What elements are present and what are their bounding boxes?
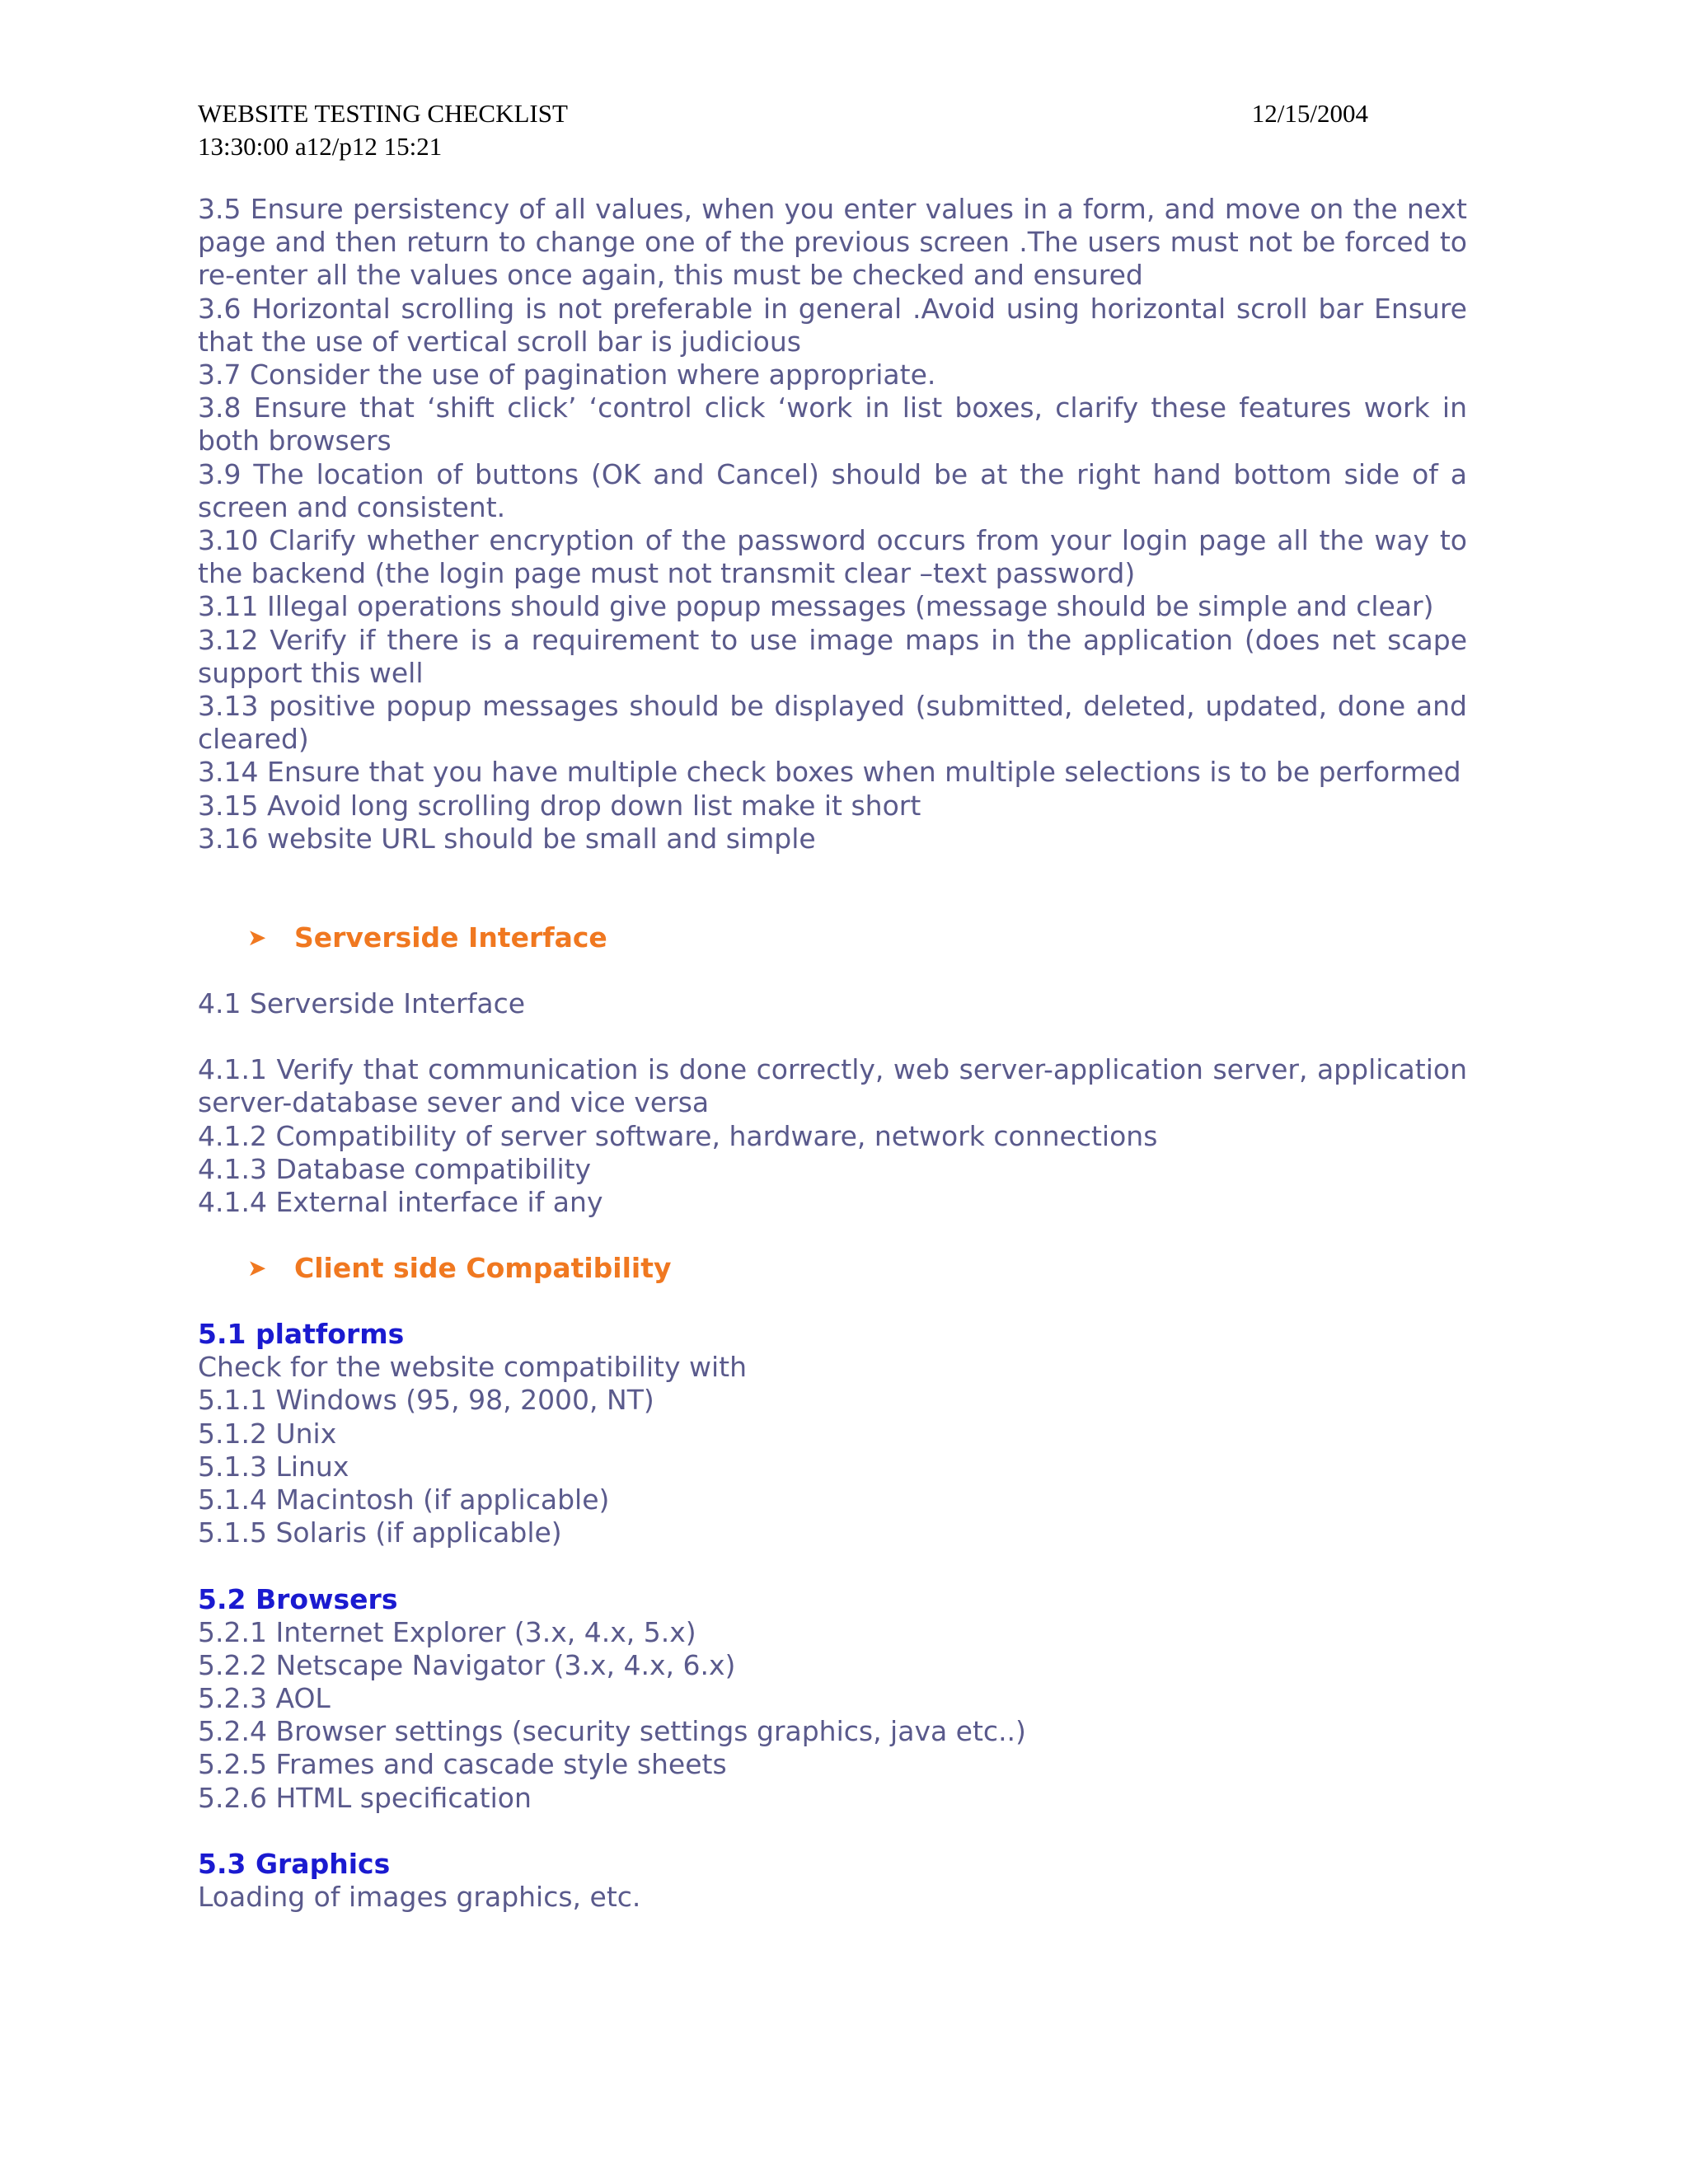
document-page xyxy=(198,97,1467,1914)
list-item: 4.1.1 Verify that communication is done correctly, web server-application server, application server-database sever and vice versa xyxy=(198,1053,1467,1119)
list-item: 5.2.4 Browser settings (security settings graphics, java etc..) xyxy=(198,1715,1026,1748)
browsers-list xyxy=(198,1616,1467,1815)
list-item: 5.1.5 Solaris (if applicable) xyxy=(198,1516,562,1549)
list-item: 5.2.3 AOL xyxy=(198,1681,331,1714)
platforms-intro: Check for the website compatibility with xyxy=(198,1351,748,1384)
graphics-text: Loading of images graphics, etc. xyxy=(198,1880,641,1913)
list-item: 5.1.1 Windows (95, 98, 2000, NT) xyxy=(198,1384,654,1417)
header-title: WEBSITE TESTING CHECKLIST xyxy=(198,99,568,128)
page-header xyxy=(198,97,1368,163)
browsers-heading: 5.2 Browsers xyxy=(198,1582,398,1615)
list-item: 4.1.2 Compatibility of server software, hardware, network connections xyxy=(198,1119,1158,1152)
clientside-heading-text: Client side Compatibility xyxy=(294,1252,672,1285)
list-item: 5.1.3 Linux xyxy=(198,1450,349,1483)
list-item: 3.5 Ensure persistency of all values, when you enter values in a form, and move on the next page and then return to change one of the previous screen .The users must not be forced to re-enter all the values once again, this must be checked and ensured xyxy=(198,193,1467,292)
list-item: 3.12 Verify if there is a requirement to use image maps in the application (does net scape support this well xyxy=(198,623,1467,689)
list-item: 5.1.2 Unix xyxy=(198,1417,337,1450)
list-item: 3.15 Avoid long scrolling drop down list make it short xyxy=(198,789,921,822)
list-item: 3.9 The location of buttons (OK and Cancel) should be at the right hand bottom side of a screen and consistent. xyxy=(198,457,1467,523)
arrow-bullet-icon: ➤ xyxy=(247,924,267,952)
section-3-list xyxy=(198,193,1467,855)
graphics-heading: 5.3 Graphics xyxy=(198,1847,391,1880)
list-item: 4.1.4 External interface if any xyxy=(198,1186,603,1219)
arrow-bullet-icon: ➤ xyxy=(247,1254,267,1282)
platforms-heading: 5.1 platforms xyxy=(198,1318,405,1351)
list-item: 3.14 Ensure that you have multiple check boxes when multiple selections is to be performed xyxy=(198,756,1461,789)
list-item: 5.2.2 Netscape Navigator (3.x, 4.x, 6.x) xyxy=(198,1648,736,1681)
serverside-heading xyxy=(198,921,1467,954)
list-item: 3.16 website URL should be small and simple xyxy=(198,822,816,855)
serverside-subheading-block xyxy=(198,987,1467,1020)
list-item: 4.1.3 Database compatibility xyxy=(198,1152,592,1185)
list-item: 3.7 Consider the use of pagination where appropriate. xyxy=(198,359,936,391)
list-item: 3.13 positive popup messages should be displayed (submitted, deleted, updated, done and cleared) xyxy=(198,690,1467,756)
list-item: 3.8 Ensure that ‘shift click’ ‘control click ‘work in list boxes, clarify these features work in both browsers xyxy=(198,391,1467,457)
graphics-block xyxy=(198,1881,1467,1914)
header-time: 13:30:00 a12/p12 15:21 xyxy=(198,132,443,161)
list-item: 3.6 Horizontal scrolling is not preferable in general .Avoid using horizontal scroll bar Ensure that the use of vertical scroll bar is judicious xyxy=(198,292,1467,358)
list-item: 5.1.4 Macintosh (if applicable) xyxy=(198,1483,610,1516)
list-item: 3.10 Clarify whether encryption of the password occurs from your login page all the way to the backend (the login page must not transmit clear –text password) xyxy=(198,524,1467,590)
list-item: 5.2.1 Internet Explorer (3.x, 4.x, 5.x) xyxy=(198,1615,696,1648)
list-item: 3.11 Illegal operations should give popup messages (message should be simple and clear) xyxy=(198,590,1434,623)
clientside-heading xyxy=(198,1252,1467,1285)
list-item: 5.2.6 HTML specification xyxy=(198,1781,532,1814)
serverside-heading-text: Serverside Interface xyxy=(294,921,607,954)
list-item: 5.2.5 Frames and cascade style sheets xyxy=(198,1748,727,1781)
serverside-subheading: 4.1 Serverside Interface xyxy=(198,987,526,1020)
header-date: 12/15/2004 xyxy=(1251,99,1368,128)
serverside-list xyxy=(198,1053,1467,1219)
platforms-list xyxy=(198,1351,1467,1549)
